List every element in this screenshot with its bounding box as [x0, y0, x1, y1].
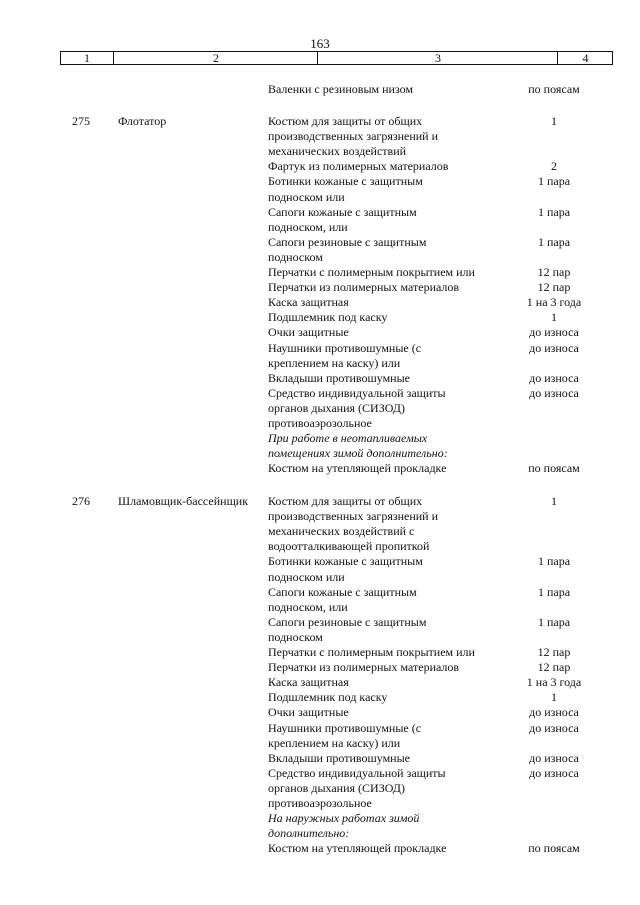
ppe-item: Вкладыши противошумные: [268, 750, 410, 765]
ppe-item: Сапоги резиновые с защитным: [268, 234, 427, 249]
issue-norm: 1 пара: [537, 584, 571, 599]
condition-note: дополнительно:: [268, 826, 350, 841]
ppe-item: Очки защитные: [268, 705, 349, 720]
issue-norm: 1 на 3 года: [526, 675, 582, 690]
ppe-item: Подшлемник под каску: [268, 310, 388, 325]
ppe-item: Средство индивидуальной защиты: [268, 765, 446, 780]
ppe-item: Валенки с резиновым низом: [268, 82, 414, 96]
issue-norm: 1 пара: [537, 204, 571, 219]
issue-norm: 1 пара: [537, 174, 571, 189]
header-col-4: 4: [557, 52, 613, 64]
ppe-item: водоотталкивающей пропиткой: [268, 539, 430, 554]
ppe-item: креплением на каску) или: [268, 355, 401, 370]
issue-norm: до износа: [529, 720, 579, 735]
row-number: 276: [72, 494, 90, 508]
ppe-item: производственных загрязнений и: [268, 509, 439, 524]
issue-norm: 1 пара: [537, 554, 571, 569]
issue-norm: до износа: [529, 325, 579, 340]
header-col-3: 3: [317, 52, 558, 64]
issue-norm: по поясам: [528, 841, 580, 856]
profession-name: Флотатор: [118, 114, 167, 128]
issue-norm: до износа: [529, 370, 579, 385]
ppe-item: Наушники противошумные (с: [268, 720, 422, 735]
ppe-item: Ботинки кожаные с защитным: [268, 554, 423, 569]
ppe-item: Костюм на утепляющей прокладке: [268, 461, 447, 476]
issue-norm: 12 пар: [537, 645, 571, 659]
issue-norm: до износа: [529, 340, 579, 355]
condition-note: При работе в неотапливаемых: [268, 431, 428, 446]
ppe-item: органов дыхания (СИЗОД): [268, 400, 405, 415]
ppe-item: противоаэрозольное: [268, 796, 372, 810]
header-col-2: 2: [113, 52, 318, 64]
issue-norm: 12 пар: [537, 660, 571, 675]
ppe-item: Фартук из полимерных материалов: [268, 159, 449, 174]
issue-norm: 1 пара: [537, 234, 571, 249]
ppe-item: Средство индивидуальной защиты: [268, 385, 446, 400]
ppe-item: механических воздействий с: [268, 524, 415, 539]
ppe-item: механических воздействий: [268, 144, 407, 159]
ppe-item: противоаэрозольное: [268, 416, 372, 430]
ppe-item: Каска защитная: [268, 295, 349, 310]
row-number: 275: [72, 114, 90, 128]
issue-norm: 2: [551, 159, 557, 174]
issue-norm: до износа: [529, 750, 579, 765]
condition-note: На наружных работах зимой: [268, 811, 420, 826]
ppe-item: Перчатки с полимерным покрытием или: [268, 265, 475, 279]
issue-norm: 1: [551, 690, 557, 705]
issue-norm: по поясам: [528, 82, 580, 96]
issue-norm: 1: [551, 494, 557, 508]
ppe-item: Костюм для защиты от общих: [268, 494, 423, 508]
page-number: 163: [310, 36, 330, 51]
issue-norm: 12 пар: [537, 265, 571, 279]
ppe-item: Сапоги резиновые с защитным: [268, 614, 427, 629]
ppe-item: Очки защитные: [268, 325, 349, 340]
ppe-item: органов дыхания (СИЗОД): [268, 780, 405, 795]
ppe-item: Наушники противошумные (с: [268, 340, 422, 355]
ppe-item: Перчатки из полимерных материалов: [268, 280, 460, 295]
ppe-item: Подшлемник под каску: [268, 690, 388, 705]
issue-norm: 1 пара: [537, 614, 571, 629]
issue-norm: 1 на 3 года: [526, 295, 582, 310]
issue-norm: до износа: [529, 385, 579, 400]
issue-norm: 1: [551, 310, 557, 325]
issue-norm: 1: [551, 114, 557, 128]
ppe-item: подноском или: [268, 569, 345, 584]
ppe-item: креплением на каску) или: [268, 735, 401, 750]
ppe-item: производственных загрязнений и: [268, 129, 439, 144]
issue-norm: по поясам: [528, 461, 580, 476]
ppe-item: подноском, или: [268, 599, 348, 614]
ppe-item: подноском: [268, 249, 323, 264]
ppe-item: подноском, или: [268, 219, 348, 234]
table-header: [60, 51, 613, 65]
issue-norm: до износа: [529, 765, 579, 780]
ppe-item: Ботинки кожаные с защитным: [268, 174, 423, 189]
ppe-item: Перчатки из полимерных материалов: [268, 660, 460, 675]
ppe-item: Сапоги кожаные с защитным: [268, 204, 417, 219]
ppe-item: Перчатки с полимерным покрытием или: [268, 645, 475, 659]
ppe-item: Костюм на утепляющей прокладке: [268, 841, 447, 856]
ppe-item: Сапоги кожаные с защитным: [268, 584, 417, 599]
ppe-item: подноском: [268, 629, 323, 644]
ppe-item: Костюм для защиты от общих: [268, 114, 423, 128]
ppe-item: Вкладыши противошумные: [268, 370, 410, 385]
condition-note: помещениях зимой дополнительно:: [268, 446, 448, 461]
ppe-item: подноском или: [268, 189, 345, 204]
ppe-item: Каска защитная: [268, 675, 349, 690]
issue-norm: 12 пар: [537, 280, 571, 295]
header-col-1: 1: [84, 51, 90, 65]
issue-norm: до износа: [529, 705, 579, 720]
profession-name: Шламовщик-бассейнщик: [118, 494, 249, 508]
